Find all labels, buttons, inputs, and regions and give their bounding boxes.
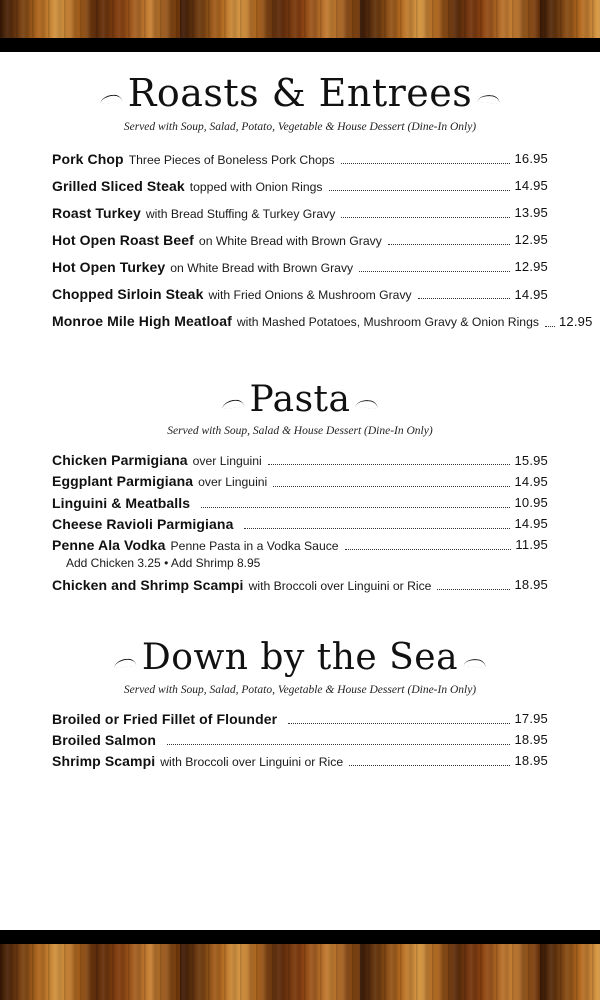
leader-dots [329,189,511,191]
leader-dots [345,548,512,550]
section-title-pasta [52,378,548,420]
menu-item-label [52,537,339,553]
menu-item-description: Three Pieces of Boneless Pork Chops [128,152,335,167]
menu-item-row [52,534,548,555]
leader-dots [418,297,511,299]
menu-item-price: 14.95 [514,178,548,194]
menu-item-name: Chopped Sirloin Steak [52,286,204,303]
menu-item-price: 18.95 [514,753,548,769]
menu-item-label [52,151,335,167]
menu-item-name: Shrimp Scampi [52,752,156,769]
leader-dots [359,270,510,272]
menu-item-label [52,259,353,275]
leader-dots [341,216,510,218]
menu-item-description: with Mashed Potatoes, Mushroom Gravy & Onion Rings [236,315,539,330]
wood-texture-bottom [0,944,600,1000]
menu-item-addons: Add Chicken 3.25 • Add Shrimp 8.95 [66,555,261,570]
menu-item-list-roasts [52,145,593,335]
menu-item-name: Monroe Mile High Meatloaf [52,313,232,330]
menu-item-description: over Linguini [192,454,262,469]
menu-item-name: Grilled Sliced Steak [52,177,185,194]
menu-item-price: 18.95 [514,576,548,592]
menu-item-description: on White Bread with Brown Gravy [198,234,382,249]
menu-item-name: Penne Ala Vodka [52,536,166,553]
menu-item-name: Broiled or Fried Fillet of Flounder [52,710,278,727]
menu-item-name: Eggplant Parmigiana [52,473,194,490]
menu-item-price: 11.95 [515,536,548,552]
menu-item-row [52,199,548,226]
menu-item-label [52,495,195,511]
leader-dots [288,722,510,724]
menu-item-price: 14.95 [514,473,548,489]
menu-item-row [52,280,548,307]
menu-item-label [52,473,267,489]
menu-item-name: Pork Chop [52,150,124,167]
menu-item-description: Penne Pasta in a Vodka Sauce [170,538,339,553]
menu-item-name: Hot Open Roast Beef [52,232,194,249]
menu-page [0,52,600,930]
menu-item-label [52,753,343,769]
menu-item-label [52,516,238,532]
menu-item-row [52,492,548,513]
menu-item-row [52,172,548,199]
menu-item-row [52,449,548,470]
leader-dots [268,463,511,465]
menu-item-name: Broiled Salmon [52,731,157,748]
menu-item-label [52,232,382,248]
divider-bar-top [0,38,600,52]
menu-item-label [52,452,262,468]
menu-item-label [52,286,412,302]
leader-dots [341,162,511,164]
menu-item-description: with Fried Onions & Mushroom Gravy [208,288,412,303]
section-title-text: Down by the Sea [116,639,484,677]
section-title-sea [52,636,548,678]
menu-item-description: over Linguini [198,475,268,490]
menu-item-list-sea [52,708,548,771]
menu-item-name: Chicken and Shrimp Scampi [52,576,244,593]
menu-item-row [52,750,548,771]
menu-item-label [52,577,431,593]
menu-item-description: topped with Onion Rings [189,179,323,194]
section-title-text: Roasts & Entrees [102,74,499,114]
menu-item-name: Linguini & Meatballs [52,494,191,511]
menu-item-row [52,253,548,280]
menu-item-row [52,307,593,334]
leader-dots [273,485,510,487]
menu-item-name: Roast Turkey [52,205,141,222]
menu-item-row [52,513,548,534]
menu-item-price: 15.95 [514,452,548,468]
menu-item-price: 12.95 [514,232,548,248]
menu-item-description: with Broccoli over Linguini or Rice [248,578,432,593]
menu-item-price: 16.95 [514,151,548,167]
menu-item-price: 18.95 [514,731,548,747]
menu-item-name: Cheese Ravioli Parmigiana [52,515,234,532]
menu-item-price: 12.95 [558,313,593,329]
divider-bar-bottom [0,930,600,944]
section-subtitle-pasta: Served with Soup, Salad & House Dessert (Dine-In Only) [167,425,433,438]
section-subtitle-roasts: Served with Soup, Salad, Potato, Vegetable & House Dessert (Dine-In Only) [123,120,477,133]
menu-item-price: 14.95 [514,515,548,531]
menu-item-price: 14.95 [514,286,548,302]
menu-item-label [52,732,161,748]
leader-dots [388,243,511,245]
menu-item-row [52,729,548,750]
menu-item-price: 10.95 [514,494,548,510]
wood-texture-top [0,0,600,38]
leader-dots [201,506,510,508]
section-title-text: Pasta [224,381,377,419]
leader-dots [167,743,510,745]
menu-item-price: 12.95 [514,259,548,275]
menu-item-description: with Broccoli over Linguini or Rice [160,754,344,769]
leader-dots [349,764,510,766]
menu-item-row [52,470,548,491]
leader-dots [244,527,510,529]
menu-item-name: Hot Open Turkey [52,259,166,276]
menu-item-label [52,205,335,221]
leader-dots [545,325,555,327]
section-roasts-and-entrees [0,52,600,335]
menu-item-description: with Bread Stuffing & Turkey Gravy [145,207,336,222]
menu-item-description: on White Bread with Brown Gravy [170,261,354,276]
menu-item-name: Chicken Parmigiana [52,452,188,469]
leader-dots [437,588,510,590]
menu-item-price: 17.95 [514,710,548,726]
section-down-by-the-sea [0,595,600,771]
menu-item-row [52,708,548,729]
menu-item-row [52,574,548,595]
menu-item-label [52,313,539,329]
section-pasta [0,335,600,595]
section-title-roasts [52,71,548,115]
menu-item-list-pasta [52,449,548,595]
menu-item-row [52,226,548,253]
section-subtitle-sea: Served with Soup, Salad, Potato, Vegetable & House Dessert (Dine-In Only) [123,683,477,696]
menu-item-row [52,145,548,172]
menu-item-label [52,178,323,194]
menu-item-price: 13.95 [514,205,548,221]
menu-item-label [52,711,282,727]
